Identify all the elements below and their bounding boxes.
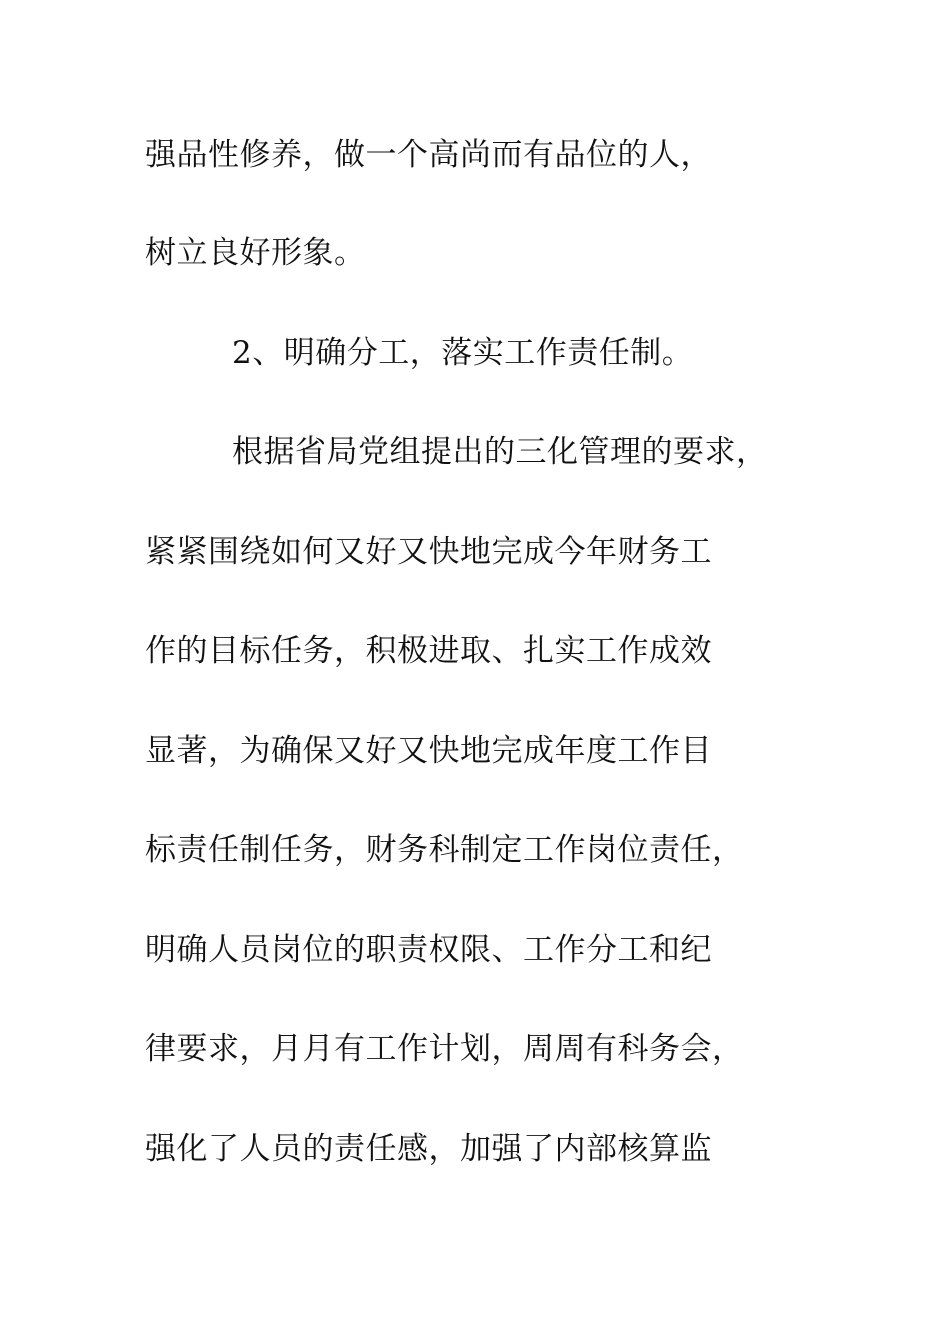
text-line-10: 律要求，月月有工作计划，周周有科务会， [145,1031,744,1067]
text-line-4: 根据省局党组提出的三化管理的要求， [232,434,768,470]
text-line-7: 显著，为确保又好又快地完成年度工作目 [145,733,712,769]
text-line-6: 作的目标任务，积极进取、扎实工作成效 [145,633,712,669]
text-line-5: 紧紧围绕如何又好又快地完成今年财务工 [145,534,712,570]
text-line-11: 强化了人员的责任感，加强了内部核算监 [145,1131,712,1167]
text-line-9: 明确人员岗位的职责权限、工作分工和纪 [145,932,712,968]
text-line-2: 树立良好形象。 [145,235,366,271]
text-line-1: 强品性修养，做一个高尚而有品位的人， [145,137,712,173]
section-heading: 2、明确分工，落实工作责任制。 [232,335,694,371]
text-line-8: 标责任制任务，财务科制定工作岗位责任， [145,832,744,868]
